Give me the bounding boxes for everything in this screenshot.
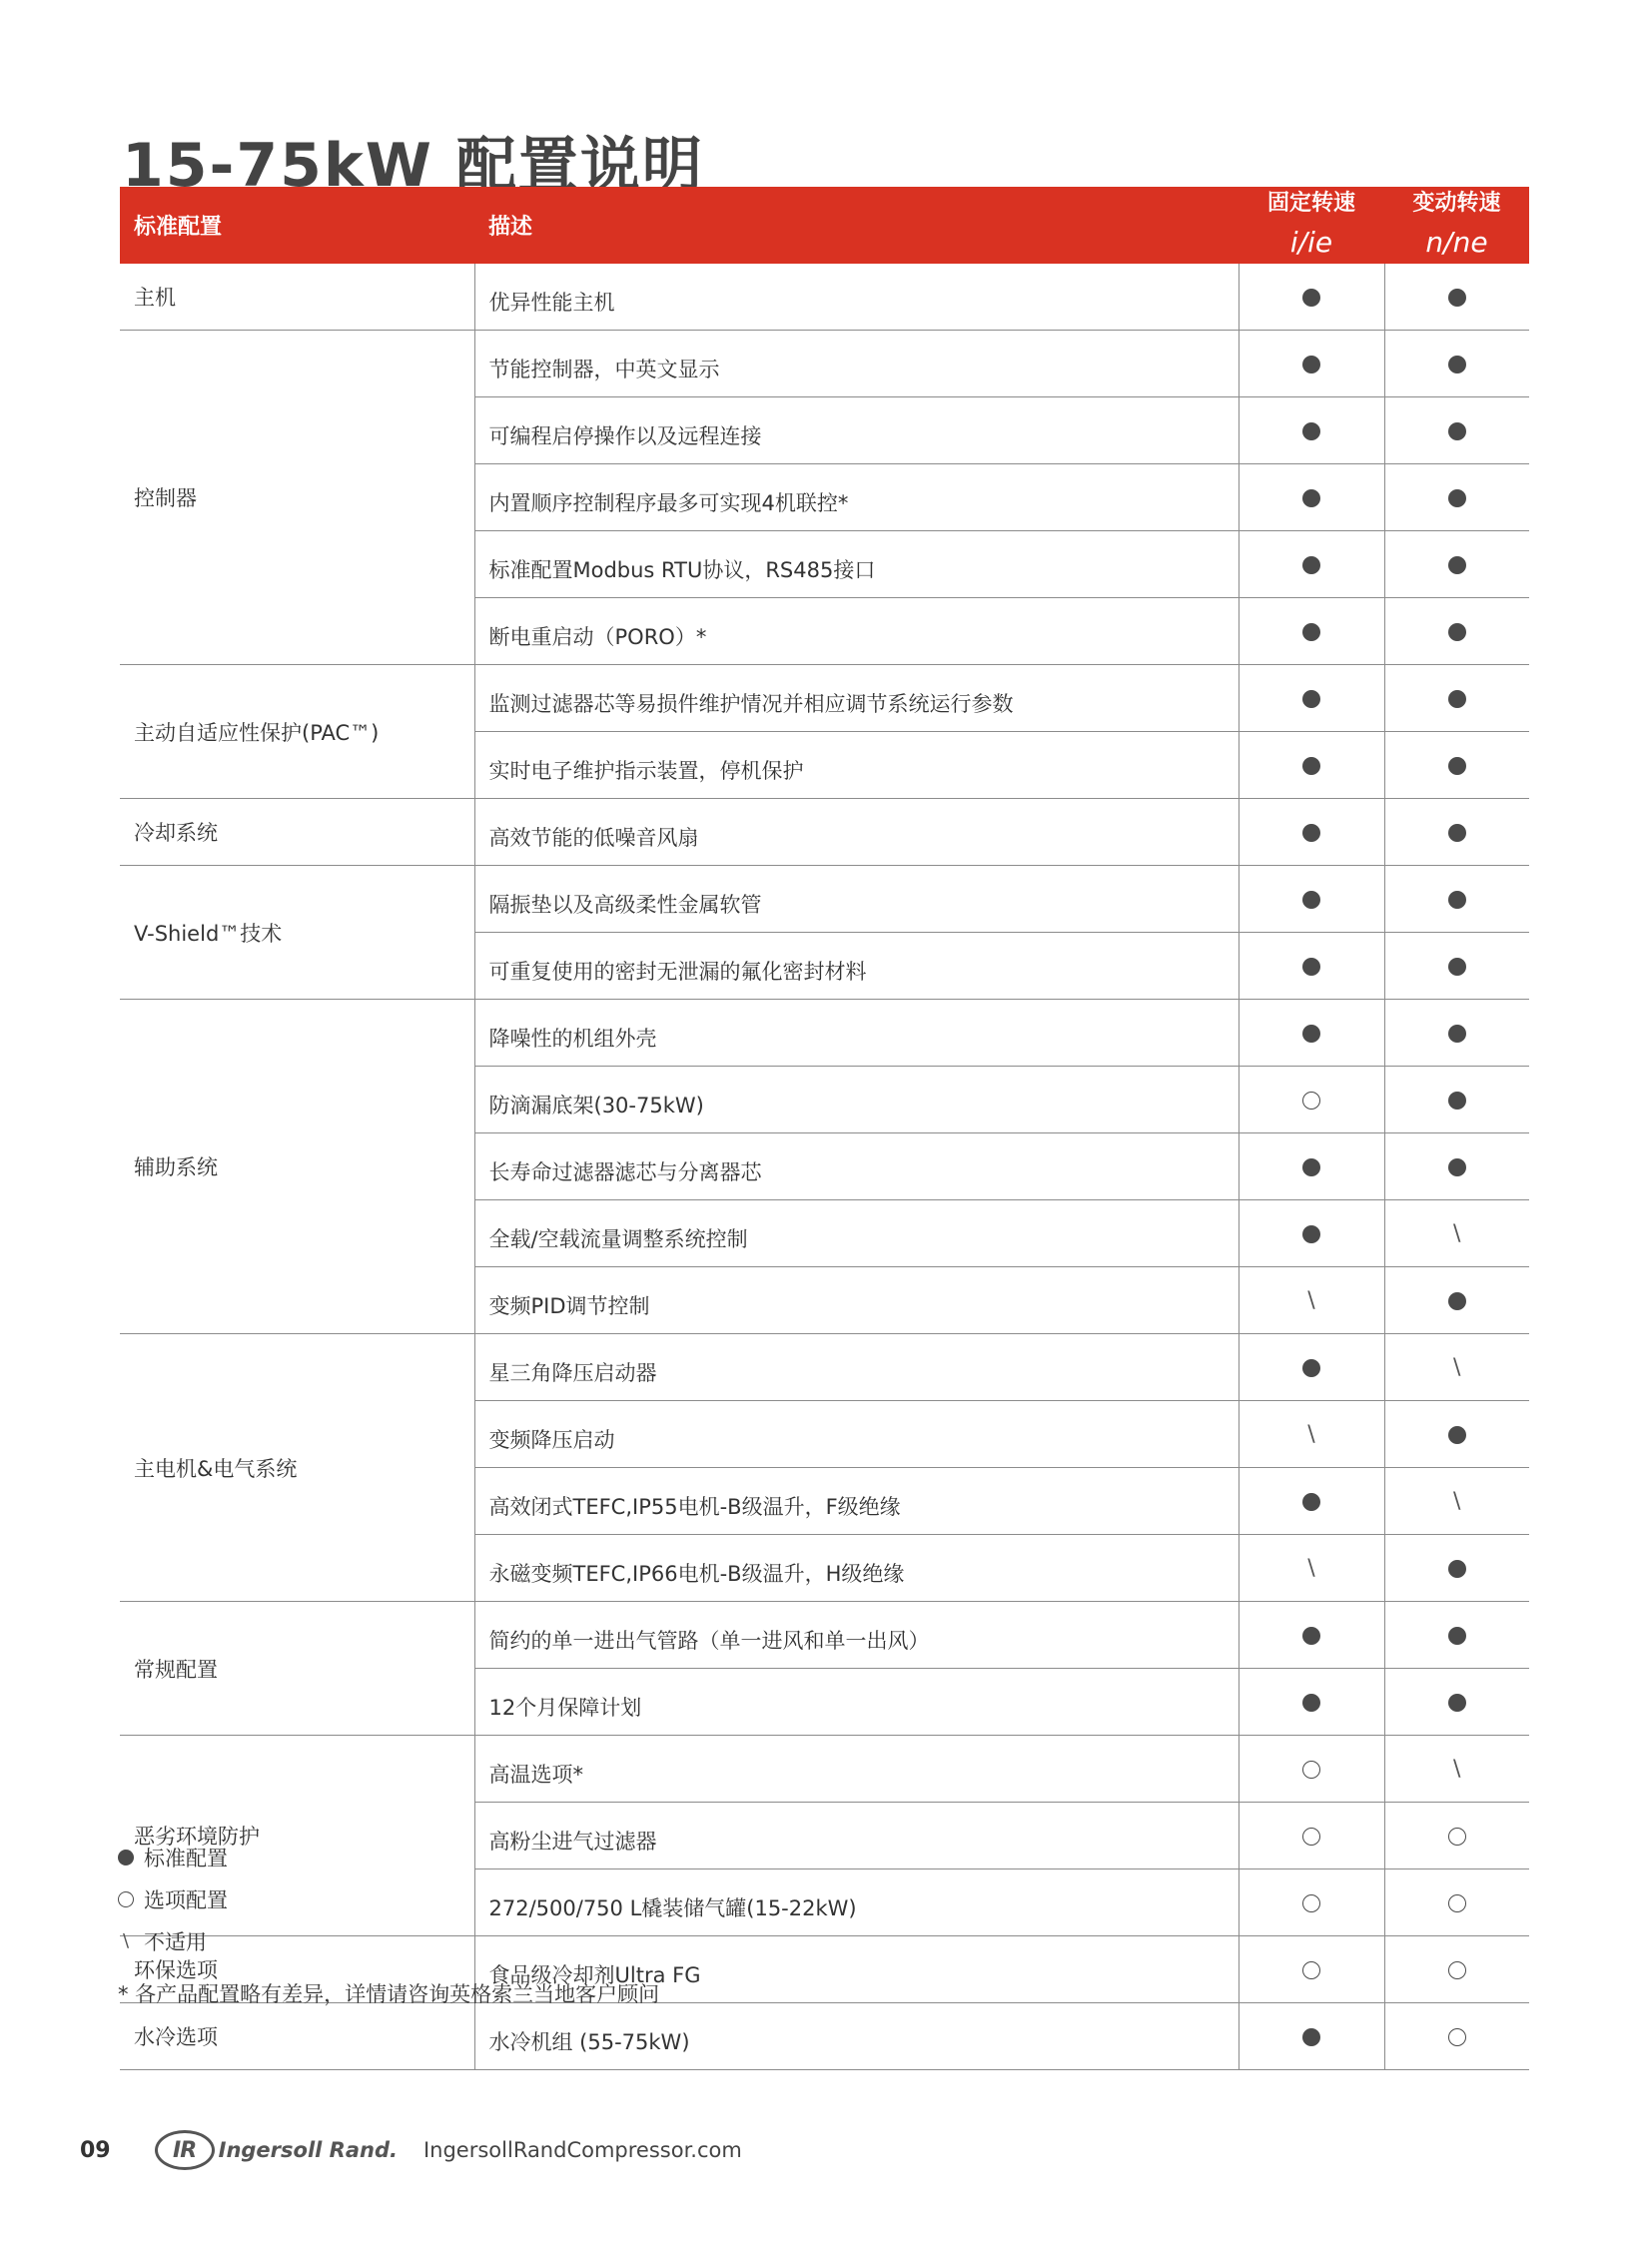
variable-speed-code: n/ne (1425, 226, 1488, 260)
fixed-speed-cell (1239, 2003, 1384, 2070)
fixed-speed-cell (1239, 1602, 1384, 1669)
filled-circle-icon (1448, 289, 1466, 307)
description-cell: 内置顺序控制程序最多可实现4机联控* (474, 464, 1239, 531)
variable-speed-cell (1384, 1401, 1529, 1468)
open-circle-icon (1302, 1894, 1320, 1912)
open-circle-icon (1448, 1828, 1466, 1846)
description-cell: 12个月保障计划 (474, 1669, 1239, 1736)
open-circle-icon (1302, 1761, 1320, 1779)
open-circle-icon (118, 1891, 134, 1907)
table-row (120, 1000, 1529, 1067)
fixed-speed-cell (1239, 598, 1384, 665)
legend-na-label: 不适用 (144, 1930, 207, 1954)
table-row (120, 665, 1529, 732)
fixed-speed-cell (1239, 933, 1384, 1000)
filled-circle-icon (1448, 623, 1466, 641)
description-cell: 高效节能的低噪音风扇 (474, 799, 1239, 866)
variable-speed-cell (1384, 464, 1529, 531)
description-cell: 优异性能主机 (474, 264, 1239, 331)
filled-circle-icon (1448, 891, 1466, 909)
table-header-row (120, 187, 1529, 264)
logo-wordmark: Ingersoll Rand. (218, 2138, 398, 2162)
variable-speed-cell (1384, 2003, 1529, 2070)
category-cell: 主动自适应性保护(PAC™) (120, 665, 474, 799)
variable-speed-cell (1384, 1869, 1529, 1936)
description-cell: 可编程启停操作以及远程连接 (474, 397, 1239, 464)
filled-circle-icon (1302, 1025, 1320, 1043)
filled-circle-icon (1448, 1627, 1466, 1645)
fixed-speed-cell (1239, 1133, 1384, 1200)
description-cell: 全载/空载流量调整系统控制 (474, 1200, 1239, 1267)
description-cell: 水冷机组 (55-75kW) (474, 2003, 1239, 2070)
fixed-speed-cell (1239, 1401, 1384, 1468)
variable-speed-cell (1384, 1468, 1529, 1535)
fixed-speed-cell (1239, 1200, 1384, 1267)
fixed-speed-cell (1239, 1535, 1384, 1602)
filled-circle-icon (1448, 757, 1466, 775)
variable-speed-cell (1384, 598, 1529, 665)
category-cell: 控制器 (120, 331, 474, 665)
filled-circle-icon (1302, 958, 1320, 976)
filled-circle-icon (1448, 1560, 1466, 1578)
variable-speed-cell (1384, 799, 1529, 866)
legend-standard-label: 标准配置 (144, 1847, 228, 1870)
header-variable-speed (1384, 187, 1529, 264)
filled-circle-icon (1302, 1225, 1320, 1243)
backslash-icon: \ (1453, 1221, 1461, 1247)
filled-circle-icon (1302, 489, 1320, 507)
fixed-speed-name: 固定转速 (1266, 191, 1355, 216)
category-cell: 恶劣环境防护 (120, 1736, 474, 1936)
variable-speed-cell (1384, 665, 1529, 732)
filled-circle-icon (1302, 824, 1320, 842)
description-cell: 简约的单一进出气管路（单一进风和单一出风） (474, 1602, 1239, 1669)
open-circle-icon (1302, 1961, 1320, 1979)
description-cell: 可重复使用的密封无泄漏的氟化密封材料 (474, 933, 1239, 1000)
filled-circle-icon (1302, 1493, 1320, 1511)
page-number: 09 (80, 2137, 111, 2163)
description-cell: 防滴漏底架(30-75kW) (474, 1067, 1239, 1133)
description-cell: 食品级冷却剂Ultra FG (474, 1936, 1239, 2003)
variable-speed-cell (1384, 1602, 1529, 1669)
fixed-speed-code: i/ie (1289, 226, 1333, 260)
variable-speed-cell (1384, 1535, 1529, 1602)
variable-speed-cell (1384, 1803, 1529, 1869)
fixed-speed-cell (1239, 799, 1384, 866)
header-description: 描述 (488, 215, 533, 241)
backslash-icon: \ (1453, 1489, 1461, 1515)
open-circle-icon (1448, 1894, 1466, 1912)
table-row (120, 2003, 1529, 2070)
description-cell: 标准配置Modbus RTU协议，RS485接口 (474, 531, 1239, 598)
description-cell: 隔振垫以及高级柔性金属软管 (474, 866, 1239, 933)
header-category: 标准配置 (134, 215, 223, 241)
fixed-speed-cell (1239, 264, 1384, 331)
variable-speed-cell (1384, 1000, 1529, 1067)
description-cell: 变频降压启动 (474, 1401, 1239, 1468)
variable-speed-name: 变动转速 (1412, 191, 1501, 216)
variable-speed-cell (1384, 1736, 1529, 1803)
category-cell: 冷却系统 (120, 799, 474, 866)
description-cell: 高粉尘进气过滤器 (474, 1803, 1239, 1869)
fixed-speed-cell (1239, 1869, 1384, 1936)
filled-circle-icon (1448, 824, 1466, 842)
variable-speed-cell (1384, 1067, 1529, 1133)
fixed-speed-cell (1239, 1334, 1384, 1401)
legend-na (118, 1920, 228, 1962)
variable-speed-cell (1384, 1669, 1529, 1736)
filled-circle-icon (1448, 1092, 1466, 1110)
filled-circle-icon (1302, 891, 1320, 909)
legend-option-label: 选项配置 (144, 1888, 228, 1912)
description-cell: 高温选项* (474, 1736, 1239, 1803)
variable-speed-cell (1384, 732, 1529, 799)
description-cell: 长寿命过滤器滤芯与分离器芯 (474, 1133, 1239, 1200)
filled-circle-icon (1302, 356, 1320, 374)
filled-circle-icon (1302, 556, 1320, 574)
backslash-icon: \ (1453, 1355, 1461, 1381)
filled-circle-icon (1448, 356, 1466, 374)
table-row (120, 264, 1529, 331)
category-cell: 水冷选项 (120, 2003, 474, 2070)
description-cell: 实时电子维护指示装置，停机保护 (474, 732, 1239, 799)
table-row (120, 331, 1529, 397)
backslash-icon: \ (1307, 1422, 1315, 1448)
fixed-speed-cell (1239, 331, 1384, 397)
fixed-speed-cell (1239, 397, 1384, 464)
filled-circle-icon (1448, 556, 1466, 574)
page-title: 15-75kW 配置说明 (122, 131, 704, 201)
variable-speed-cell (1384, 1267, 1529, 1334)
description-cell: 变频PID调节控制 (474, 1267, 1239, 1334)
description-cell: 断电重启动（PORO）* (474, 598, 1239, 665)
table-row (120, 1334, 1529, 1401)
filled-circle-icon (1302, 1627, 1320, 1645)
variable-speed-cell (1384, 1133, 1529, 1200)
description-cell: 永磁变频TEFC,IP66电机-B级温升，H级绝缘 (474, 1535, 1239, 1602)
variable-speed-cell (1384, 1200, 1529, 1267)
open-circle-icon (1302, 1828, 1320, 1846)
legend-option (118, 1878, 228, 1920)
fixed-speed-cell (1239, 464, 1384, 531)
filled-circle-icon (1302, 757, 1320, 775)
legend (118, 1837, 228, 1962)
fixed-speed-cell (1239, 1267, 1384, 1334)
filled-circle-icon (1302, 289, 1320, 307)
filled-circle-icon (1448, 1426, 1466, 1444)
variable-speed-cell (1384, 397, 1529, 464)
description-cell: 272/500/750 L橇装储气罐(15-22kW) (474, 1869, 1239, 1936)
filled-circle-icon (1448, 958, 1466, 976)
open-circle-icon (1448, 1961, 1466, 1979)
backslash-icon: \ (122, 1930, 130, 1951)
filled-circle-icon (1302, 1694, 1320, 1712)
configuration-table (120, 187, 1529, 2070)
legend-standard (118, 1837, 228, 1878)
filled-circle-icon (1302, 2028, 1320, 2046)
variable-speed-cell (1384, 933, 1529, 1000)
filled-circle-icon (1302, 690, 1320, 708)
filled-circle-icon (1448, 422, 1466, 440)
category-cell: 常规配置 (120, 1602, 474, 1736)
fixed-speed-cell (1239, 1000, 1384, 1067)
filled-circle-icon (1302, 623, 1320, 641)
filled-circle-icon (1448, 1694, 1466, 1712)
filled-circle-icon (1448, 690, 1466, 708)
fixed-speed-cell (1239, 866, 1384, 933)
description-cell: 高效闭式TEFC,IP55电机-B级温升，F级绝缘 (474, 1468, 1239, 1535)
table-row (120, 799, 1529, 866)
filled-circle-icon (1302, 422, 1320, 440)
category-cell: 主电机&电气系统 (120, 1334, 474, 1602)
category-cell: V-Shield™技术 (120, 866, 474, 1000)
footnote: * 各产品配置略有差异，详情请咨询英格索兰当地客户顾问 (118, 1982, 660, 2006)
category-cell: 主机 (120, 264, 474, 331)
variable-speed-cell (1384, 531, 1529, 598)
header-fixed-speed (1239, 187, 1384, 264)
page-footer (80, 2125, 742, 2175)
description-cell: 星三角降压启动器 (474, 1334, 1239, 1401)
category-cell: 环保选项 (120, 1936, 474, 2003)
fixed-speed-cell (1239, 1936, 1384, 2003)
filled-circle-icon (1448, 1025, 1466, 1043)
fixed-speed-cell (1239, 1736, 1384, 1803)
description-cell: 节能控制器，中英文显示 (474, 331, 1239, 397)
backslash-icon: \ (1307, 1556, 1315, 1582)
variable-speed-cell (1384, 264, 1529, 331)
website-url: IngersollRandCompressor.com (422, 2138, 742, 2162)
table-row (120, 1736, 1529, 1803)
fixed-speed-cell (1239, 1803, 1384, 1869)
table-body (120, 264, 1529, 2070)
fixed-speed-cell (1239, 1468, 1384, 1535)
filled-circle-icon (1302, 1158, 1320, 1176)
fixed-speed-cell (1239, 1067, 1384, 1133)
fixed-speed-cell (1239, 531, 1384, 598)
ir-logo-mark: IR (155, 2130, 215, 2170)
ingersoll-rand-logo (155, 2130, 398, 2170)
fixed-speed-cell (1239, 665, 1384, 732)
filled-circle-icon (118, 1850, 134, 1866)
backslash-icon: \ (1307, 1288, 1315, 1314)
filled-circle-icon (1448, 1292, 1466, 1310)
description-cell: 降噪性的机组外壳 (474, 1000, 1239, 1067)
fixed-speed-cell (1239, 1669, 1384, 1736)
filled-circle-icon (1448, 1158, 1466, 1176)
variable-speed-cell (1384, 331, 1529, 397)
variable-speed-cell (1384, 866, 1529, 933)
filled-circle-icon (1448, 489, 1466, 507)
description-cell: 监测过滤器芯等易损件维护情况并相应调节系统运行参数 (474, 665, 1239, 732)
open-circle-icon (1448, 2028, 1466, 2046)
filled-circle-icon (1302, 1359, 1320, 1377)
backslash-icon: \ (1453, 1757, 1461, 1783)
table-row (120, 866, 1529, 933)
open-circle-icon (1302, 1092, 1320, 1110)
fixed-speed-cell (1239, 732, 1384, 799)
variable-speed-cell (1384, 1936, 1529, 2003)
variable-speed-cell (1384, 1334, 1529, 1401)
table-row (120, 1602, 1529, 1669)
category-cell: 辅助系统 (120, 1000, 474, 1334)
